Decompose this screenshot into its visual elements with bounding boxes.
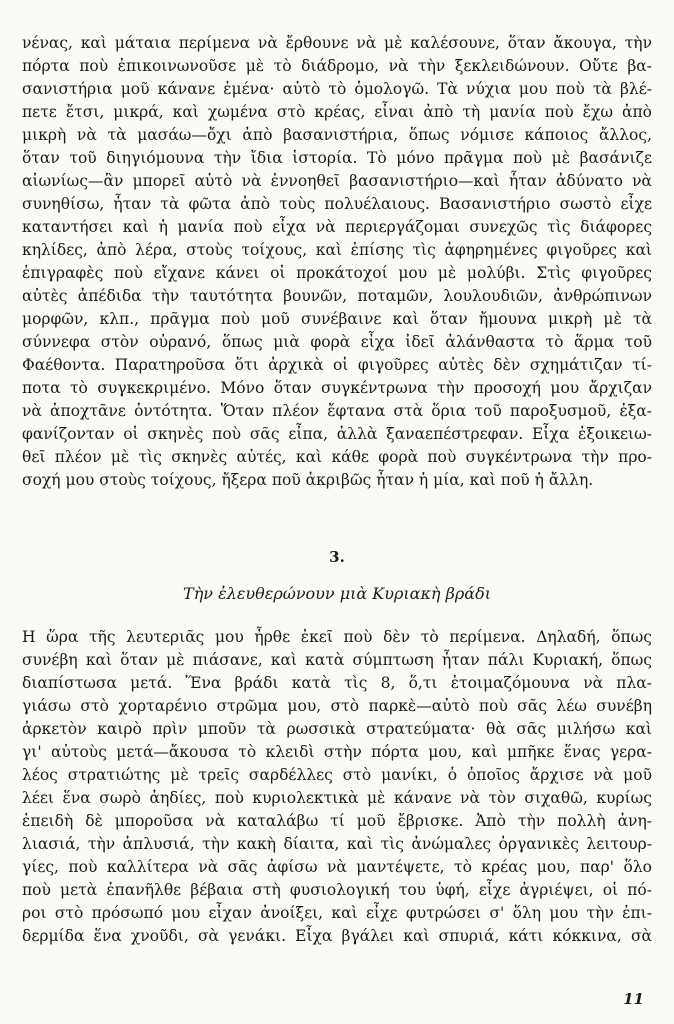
text-line: νένας, καὶ μάταια περίμενα νὰ ἔρθουνε νὰ μὲ καλέσουνε, ὅταν ἄκουγα, τὴν	[22, 34, 652, 52]
text-line: σανιστήρια μοῦ κάνανε ἐμένα· αὐτὸ τὸ ὁμολογῶ. Τὰ νύχια μου ποὺ τὰ βλέ-	[22, 80, 652, 98]
text-line: αὐτὲς ἀπέδιδα τὴν ταυτότητα βουνῶν, ποταμῶν, λουλουδιῶν, ἀνθρώπινων	[22, 287, 652, 305]
text-line: κηλίδες, ἀπὸ λέρα, στοὺς τοίχους, καὶ ἐπίσης τὶς ἀφηρημένες φιγοῦρες καὶ	[22, 241, 652, 259]
text-line: σύννεφα στὸν οὐρανό, ὅπως μιὰ φορὰ εἶχα ἰδεῖ ἀλάνθαστα τὸ ἅρμα τοῦ	[22, 333, 652, 351]
text-line: συνέβη καὶ ὅταν μὲ πιάσανε, καὶ κατὰ σύμπτωση ἦταν πάλι Κυριακή, ὅπως	[22, 651, 652, 669]
text-line: μορφῶν, κλπ., πρᾶγμα ποὺ μοῦ συνέβαινε καὶ ὅταν ἤμουνα μικρὴ μὲ τὰ	[22, 310, 652, 328]
text-line: λιασιά, τὴν ἀπλυσιά, τὴν κακὴ δίαιτα, καὶ τὶς ἀνώμαλες ὀργανικὲς λειτουρ-	[22, 835, 652, 853]
text-line: πετε ἔτσι, μικρά, καὶ χωμένα στὸ κρέας, εἶναι ἀπὸ τὴ μανία ποὺ ἔχω ἀπὸ	[22, 103, 652, 121]
section-number: 3.	[329, 548, 345, 566]
text-line: πόρτα ποὺ ἐπικοινωνοῦσε μὲ τὸ διάδρομο, νὰ τὴν ξεκλειδώνουν. Οὔτε βα-	[22, 57, 652, 75]
text-line: μικρὴ νὰ τὰ μασάω—ὄχι ἀπὸ βασανιστήρια, ὅπως νόμισε κάποιος ἄλλος,	[22, 126, 652, 144]
text-line: Φαέθοντα. Παρατηροῦσα ὅτι ἀρχικὰ οἱ φιγοῦρες αὐτὲς δὲν σχημάτιζαν τί-	[22, 356, 652, 374]
text-line: νὰ ἀποχτᾶνε ὀντότητα. Ὅταν πλέον ἔφτανα στὰ ὅρια τοῦ παροξυσμοῦ, ἐξα-	[22, 402, 652, 420]
text-line: ποτα τὸ συγκεκριμένο. Μόνο ὅταν συγκέντρωνα τὴν προσοχή μου ἄρχιζαν	[22, 379, 652, 397]
text-line: Η ὥρα τῆς λευτεριᾶς μου ἦρθε ἐκεῖ ποὺ δὲν τὸ περίμενα. Δηλαδή, ὅπως	[22, 628, 652, 646]
text-line: ἐπιγραφὲς ποὺ εἴχανε κάνει οἱ προκάτοχοί μου μὲ μολύβι. Στὶς φιγοῦρες	[22, 264, 652, 282]
text-line: λέος στρατιώτης μὲ τρεῖς σαρδέλλες στὸ μανίκι, ὁ ὁποῖος ἄρχισε νὰ μοῦ	[22, 766, 652, 784]
text-line: ποὺ μετὰ ἐπανῆλθε βέβαια στὴ φυσιολογική του ὑφή, εἶχε ἀγριέψει, οἱ πό-	[22, 881, 652, 899]
text-line: συνηθίσω, ἦταν τὰ φῶτα ἀπὸ τοὺς πολυέλαιους. Βασανιστήριο σωστὸ εἶχε	[22, 195, 652, 213]
text-line: ἀρκετὸν καιρὸ πρὶν μποῦν τὰ ρωσσικὰ στρατεύματα· θὰ σᾶς μιλήσω καὶ	[22, 720, 652, 738]
text-line: ροι στὸ πρόσωπό μου εἶχαν ἀνοίξει, καὶ εἶχε φυτρώσει σ' ὅλη μου τὴν ἐπι-	[22, 904, 652, 922]
text-line: ἐπειδὴ δὲ μποροῦσα νὰ καταλάβω τί μοῦ ἔβρισκε. Ἀπὸ τὴν πολλὴ ἀνη-	[22, 812, 652, 830]
text-line: φανίζονταν οἱ σκηνὲς ποὺ σᾶς εἶπα, ἀλλὰ ξαναεπέστρεφαν. Εἶχα ἐξοικειω-	[22, 425, 652, 443]
text-line: ὅταν τοῦ διηγιόμουνα τὴν ἴδια ἱστορία. Τὸ μόνο πρᾶγμα ποὺ μὲ βασάνιζε	[22, 149, 652, 167]
paragraph-2	[22, 626, 652, 948]
text-line: λέει ἕνα σωρὸ ἀηδίες, ποὺ κυριολεκτικὰ μὲ κάνανε νὰ τὸν σιχαθῶ, κυρίως	[22, 789, 652, 807]
page-number: 11	[623, 990, 644, 1008]
text-line: δερμίδα ἕνα χνοῦδι, σὰ γενάκι. Εἶχα βγάλει καὶ σπυριά, κάτι κόκκινα, σὰ	[22, 927, 652, 945]
paragraph-1	[22, 32, 652, 492]
section-title: Τὴν ἐλευθερώνουν μιὰ Κυριακὴ βράδι	[183, 584, 491, 603]
text-line: σοχή μου στοὺς τοίχους, ἤξερα ποῦ ἀκριβῶς ἦταν ἡ μία, καὶ ποῦ ἡ ἄλλη.	[22, 471, 594, 489]
text-line: γίες, ποὺ καλλίτερα νὰ σᾶς ἀφίσω νὰ μαντέψετε, τὸ κρέας μου, παρ' ὅλο	[22, 858, 652, 876]
text-line: θεῖ πλέον μὲ τὶς σκηνὲς αὐτές, καὶ κάθε φορὰ ποὺ συγκέντρωνα τὴν προ-	[22, 448, 652, 466]
text-line: καταντήσει καὶ ἡ μανία ποὺ εἶχα νὰ περιεργάζομαι συνεχῶς τὶς διάφορες	[22, 218, 652, 236]
text-line: γι' αὐτοὺς μετά—ἄκουσα τὸ κλειδὶ στὴν πόρτα μου, καὶ μπῆκε ἕνας γερα-	[22, 743, 652, 761]
text-line: γιάσω στὸ χορταρένιο στρῶμα μου, στὸ παρκὲ—αὐτὸ ποὺ σᾶς λέω συνέβη	[22, 697, 652, 715]
text-line: διαπίστωσα μετά. Ἕνα βράδι κατὰ τὶς 8, ὅ,τι ἑτοιμαζόμουνα νὰ πλα-	[22, 674, 652, 692]
text-line: αἰωνίως—ἂν μπορεῖ αὐτὸ νὰ ἐννοηθεῖ βασανιστήριο—καὶ ἦταν ἀδύνατο νὰ	[22, 172, 652, 190]
